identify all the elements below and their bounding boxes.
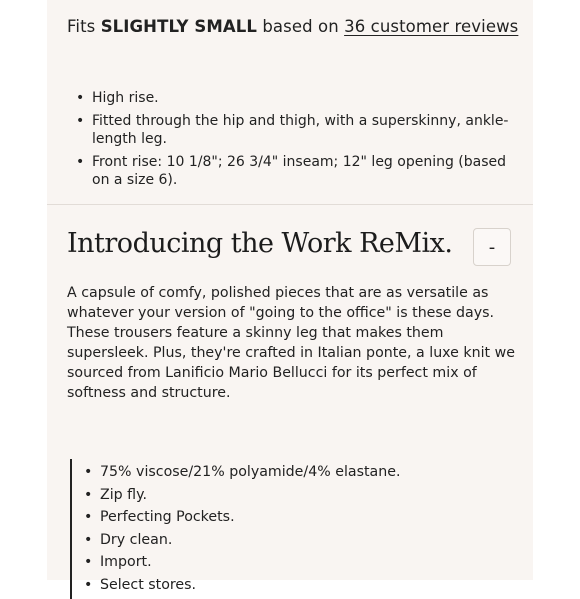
list-item: • Zip fly. bbox=[84, 484, 400, 507]
list-item: • Fitted through the hip and thigh, with a superskinny, ankle-length leg. bbox=[76, 112, 516, 148]
collapse-section-button[interactable] bbox=[473, 228, 511, 266]
list-item: • Perfecting Pockets. bbox=[84, 506, 400, 529]
product-details-list bbox=[76, 89, 516, 194]
spec-list bbox=[84, 461, 400, 596]
section-description: A capsule of comfy, polished pieces that are as versatile as whatever your version of "going to the office" is these days. These trousers feature a skinny leg that makes them supersleek. Plus, they're crafted in Italian ponte, a luxe knit we sourced from Lanificio Mario Bellucci for its perfect mix of softness and structure. bbox=[67, 285, 515, 401]
list-item: • Select stores. bbox=[84, 574, 400, 597]
product-details-panel bbox=[47, 0, 533, 593]
list-item: • Front rise: 10 1/8"; 26 3/4" inseam; 12" leg opening (based on a size 6). bbox=[76, 153, 516, 189]
customer-reviews-link[interactable]: 36 customer reviews bbox=[344, 17, 519, 36]
list-item: • 75% viscose/21% polyamide/4% elastane. bbox=[84, 461, 400, 484]
list-item: • Import. bbox=[84, 551, 400, 574]
list-item: • Dry clean. bbox=[84, 529, 400, 552]
section-title: Introducing the Work ReMix. bbox=[67, 228, 453, 259]
fit-summary bbox=[67, 17, 518, 36]
fit-prefix: Fits bbox=[67, 17, 96, 36]
list-item: • High rise. bbox=[76, 89, 516, 107]
spec-block bbox=[70, 459, 512, 599]
minus-icon: - bbox=[488, 236, 496, 258]
fit-middle-text: based on bbox=[262, 17, 339, 36]
fit-size-label: SLIGHTLY SMALL bbox=[100, 17, 257, 36]
section-divider bbox=[47, 204, 533, 205]
